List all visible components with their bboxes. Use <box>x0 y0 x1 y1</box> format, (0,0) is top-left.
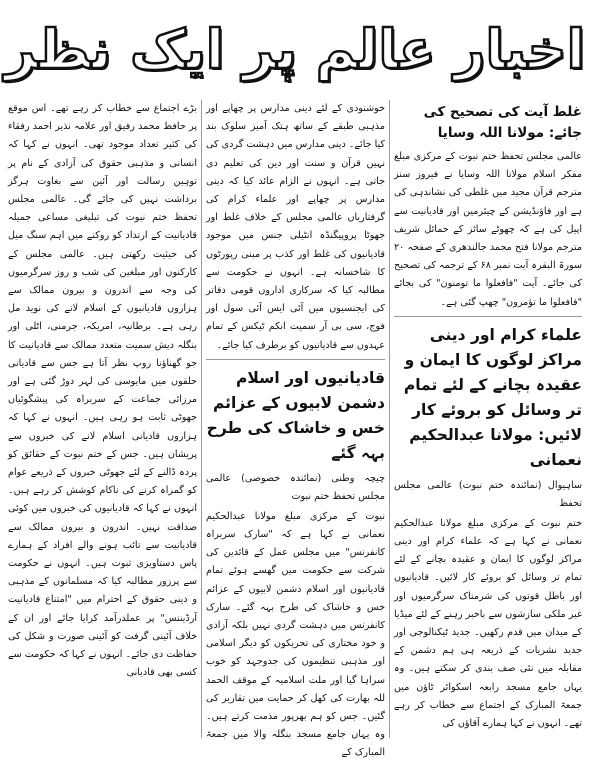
story-headline: غلط آیت کی تصحیح کی جائے: مولانا اللہ وسایا <box>423 104 582 141</box>
right-column <box>390 100 586 738</box>
left-column <box>4 100 202 738</box>
article-columns <box>4 100 586 759</box>
story-body: نبوت کے مرکزی مبلغ مولانا عبدالحکیم نعمانی نے کہا ہے کہ "سارک سربراہ کانفرنس" میں مجلس عمل کے قائدین کی شرکت سے حکومت میں گھسے ہوئے تمام قادیانیوں اور اسلام دشمن لابیوں کے عزائم خس و خاشاک کی طرح بہہ گئے۔ سارک کانفرنس میں دہشت گردی نہیں بلکہ آزادی و خود مختاری کی تحریکوں کو دیگر اسلامی اور مذہبی تنظیموں کی جدوجہد کو خوب سراہا گیا اور ملت اسلامیہ کے موقف الحمد للہ بھارت کی کھل کر حمایت میں تقاریر کی گئیں۔ جس کو ہم بھرپور مذمت کرتے ہیں۔ وہ یہاں جامع مسجد بنگلہ والا میں جمعۃ المبارک کے <box>206 510 385 759</box>
story-body: خوشنودی کے لئے دینی مدارس پر چھاپے اور مذہبی طبقے کے ساتھ ہتک آمیز سلوک بند کیا جائے۔ دینی مدارس میں دہشت گردی کی نہیں قرآن و سنت اور دین کی تعلیم دی جاتی ہے۔ انہوں نے الزام عائد کیا کہ دینی مدارس پر چھاپے اور علماء کرام کی گرفتاریاں عالمی مجلس کے خلاف غلط اور جھوٹا پروپیگنڈہ انٹیلی جنس میں موجود قادیانیوں کی غلط اور کذب پر مبنی رپورٹوں کا شاخسانہ ہے۔ انہوں نے حکومت سے مطالبہ کیا کہ سرکاری اداروں قومی دفاتر کی ایجنسیوں میں آئی ایس آئی سول اور فوج، سی بی آر سمیت انکم ٹیکس کے تمام عہدوں سے قادیانیوں کو برطرف کیا جائے۔ <box>206 103 385 351</box>
story-byline: چیچہ وطنی (نمائندہ خصوصی) عالمی مجلس تحفظ ختم نبوت <box>206 472 385 502</box>
story-body: ختم نبوت کے مرکزی مبلغ مولانا عبدالحکیم نعمانی نے کہا ہے کہ علماء کرام اور دینی مراکز لوگوں کا ایمان و عقیدہ بچانے کے لئے تمام تر وسائل کو بروئے کار لائیں۔ قادیانیوں اور باطل قوتوں کی شرمناک سرگرمیوں اور غیر ملکی سازشوں سے باخبر رہنے کے لئے میڈیا کے میدان میں قدم رکھیں۔ جدید ٹیکنالوجی اور جدید نشریات کے ذریعہ ہی ہم دشمن کے مقابلہ میں نئی صف بندی کر سکتے ہیں۔ وہ یہاں جامع مسجد رابعہ اسکوائر ٹاؤن میں جمعۃ المبارک کے اجتماع سے خطاب کر رہے تھے۔ انہوں نے کہا ہمارے آقاؤں کی <box>394 517 582 730</box>
story-body: بڑے اجتماع سے خطاب کر رہے تھے۔ اس موقع پر حافظ محمد رفیق اور علامہ نذیر احمد رفقاء کی کثیر تعداد موجود تھی۔ انہوں نے کہا کہ انسانی و مذہبی حقوق کی آزادی کے نام پر توہین رسالت اور آئین سے بغاوت ہرگز برداشت نہیں کی جائے گی۔ عالمی مجلس تحفظ ختم نبوت کی تبلیغی مساعی جمیلہ قادیانیت کے ارتداد کو روکنے میں اہم سنگ میل کی حیثیت رکھتی ہیں۔ عالمی مجلس کے کارکنوں اور مبلغین کی شب و روز سرگرمیوں کی وجہ سے اندرون و بیرون ممالک سے ہزاروں قادیانیوں کے اسلام لانے کی نوید مل رہی ہے۔ برطانیہ، امریکہ، جرمنی، اٹلی اور بنگلہ دیش سمیت متعدد ممالک سے قادیانیت کا جو گھناؤنا روپ نظر آتا ہے جس سے قادیانی حلقوں میں مایوسی کی لہر دوڑ گئی ہے اور مرزائی جماعت کے سربراہ کی پیشگوئیاں جھوٹی ثابت ہو رہی ہیں۔ انہوں نے کہا کہ ہزاروں قادیانی اسلام لانے کی خبروں سے پریشان ہیں۔ جس کے ختم نبوت کے حقائق کو پردہ ڈالنے کے لئے جھوٹی خبروں کے ذریعے عوام کو گمراہ کرنے کی ناکام کوشش کر رہے ہیں۔ انہوں نے کہا کہ قادیانیوں کی خبروں میں کوئی صداقت نہیں۔ اندرون و بیرون ممالک سے قادیانیت سے تائب ہونے والے افراد کے ہمارے پاس دستاویزی ثبوت ہیں۔ انہوں نے حکومت سے پرزور مطالبہ کیا کہ مسلمانوں کے مذہبی و دینی حقوق کے احترام میں "امتناع قادیانیت آرڈیننس" پر عملدرآمد کرایا جائے اور ان کے خلاف آئینی گرفت کو آئینی صورت و شکل کی حفاظت دی جائے۔ انہوں نے کہا کہ حکومت سے کسی بھی قادیانی <box>8 103 197 679</box>
story-body: عالمی مجلس تحفظ ختم نبوت کے مرکزی مبلغ مفکر اسلام مولانا اللہ وسایا نے فیروز سنز مترجم قرآن مجید میں غلطی کی نشاندہی کی ہے اور فاؤنڈیشن کے چیئرمین اور قادیانیت سے اپیل کی ہے کہ چھوٹے سائز کے حمائل شریف مترجم مولانا فتح محمد جالندھری کے صفحہ ۲۰ سورۃ البقرہ آیت نمبر ۶۸ کے ترجمہ کی تصحیح کی جائے۔ آیت "فافعلوا ما تومنون" کی بجائے "فافعلوا ما تؤمرون" چھپ گئی ہے۔ <box>394 151 582 308</box>
story-headline: قادیانیوں اور اسلام دشمن لابیوں کے عزائم خس و خاشاک کی طرح بہہ گئے <box>206 368 385 462</box>
story-headline: علماء کرام اور دینی مراکز لوگوں کا ایمان و عقیدہ بچانے کے لئے تمام تر وسائل کو بروئے کار لائیں: مولانا عبدالحکیم نعمانی <box>403 325 582 469</box>
story-divider <box>394 316 582 317</box>
middle-column <box>202 100 390 759</box>
masthead <box>0 0 590 98</box>
story-byline: ساہیوال (نمائندہ ختم نبوت) عالمی مجلس تحفظ <box>394 479 582 509</box>
story-divider <box>206 359 385 360</box>
masthead-title: اخبار عالم پر ایک نظر <box>4 17 586 81</box>
